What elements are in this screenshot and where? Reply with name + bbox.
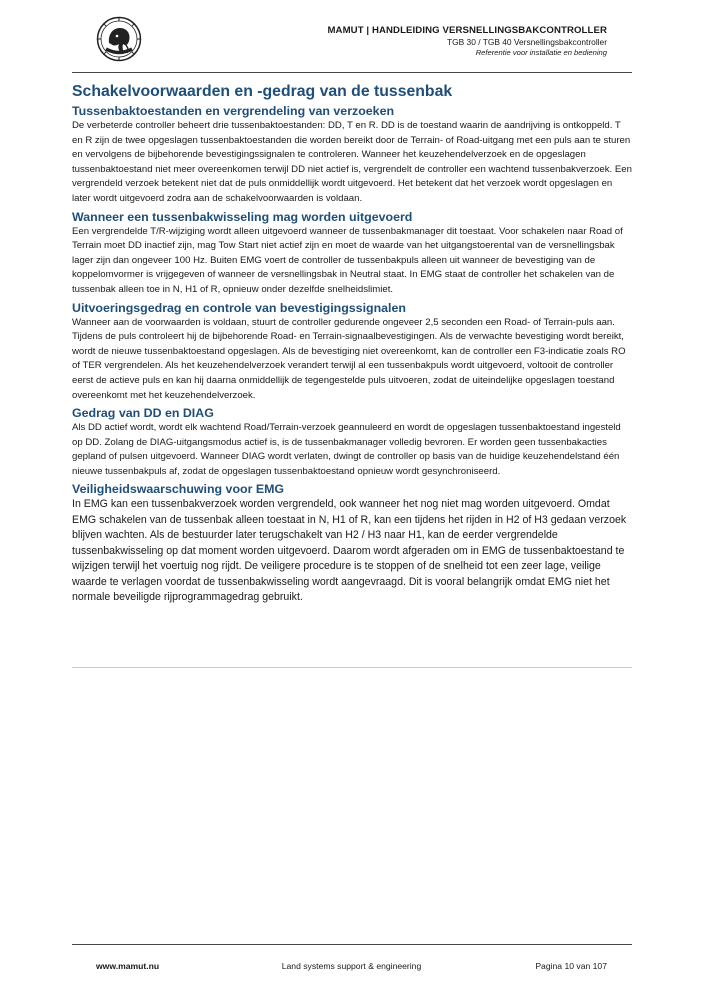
page-header — [327, 25, 607, 57]
section-paragraph: Als DD actief wordt, wordt elk wachtend Road/Terrain-verzoek geannuleerd en wordt de opgeslagen tussenbaktoestand ingesteld op DD. Zolang de DIAG-uitgangsmodus actief is, is de tussenbakmanager volledig bevroren. Er worden geen tussenbakacties gepland of pulsen uitgevoerd. Wanneer DIAG wordt verlaten, dwingt de controller op basis van de huidige keuzehendelstand één nieuwe tussenbakpuls af, zodat de opgeslagen tussenbaktoestand opnieuw wordt gesynchroniseerd. — [72, 422, 621, 477]
section-heading: Veiligheidswaarschuwing voor EMG — [72, 482, 285, 497]
section-paragraph: Wanneer aan de voorwaarden is voldaan, stuurt de controller gedurende ongeveer 2,5 seconden een Road- of Terrain-puls aan. Tijdens de puls controleert hij de bijbehorende Road- en Terrain-signaalbevestigingen. Als de verwachte bevestiging wordt bereikt, wordt de nieuwe tussenbaktoestand opgeslagen. Als de bevestiging niet overeenkomt, kan de controller een F3-indicatie zoals RO of TER vergrendelen. Als het keuzehendelverzoek verandert terwijl al een tussenbakpuls wordt uitgevoerd, voltooit de controller eerst de actieve puls en kan hij daarna onmiddellijk de tegengestelde puls uitvoeren, zodat de uiteindelijke opgeslagen toestand overeenkomt met het keuzehendelverzoek. — [72, 316, 626, 401]
page-title: Schakelvoorwaarden en -gedrag van de tussenbak — [72, 83, 453, 100]
header-title: MAMUT | HANDLEIDING VERSNELLINGSBAKCONTROLLER — [327, 25, 607, 36]
header-reference: Referentie voor installatie en bediening — [475, 48, 607, 57]
content-end-divider — [72, 667, 632, 668]
section-heading: Gedrag van DD en DIAG — [72, 406, 214, 421]
section-heading: Uitvoeringsgedrag en controle van bevestigingssignalen — [72, 300, 406, 315]
warning-paragraph: In EMG kan een tussenbakverzoek worden vergrendeld, ook wanneer het nog niet mag worden uitgevoerd. Omdat EMG schakelen van de tussenbak alleen toestaat in N, H1 of R, kan een tijdens het rijden in H2 of H3 gedaan verzoek blijven wachten. Als de bestuurder later terugschakelt van H2 / H3 naar H1, kan de eerder vergrendelde tussenbakwisseling op dat moment worden uitgevoerd. Daarom wordt afgeraden om in EMG de tussenbaktoestand te wijzigen terwijl het voertuig nog rijdt. De veiligere procedure is te stoppen of de snelheid tot een zeer lage, veilige waarde te verlagen voordat de tussenbakwisseling wordt aangevraagd. Dit is vooral belangrijk omdat EMG niet het normale beveiligde rijprogrammagedrag gebruikt. — [72, 498, 627, 604]
mamut-logo — [96, 16, 142, 62]
main-content — [72, 83, 632, 608]
footer-divider — [72, 944, 632, 945]
footer-page-number: Pagina 10 van 107 — [535, 961, 607, 971]
section-heading: Tussenbaktoestanden en vergrendeling van verzoeken — [72, 104, 395, 118]
section-heading: Wanneer een tussenbakwisseling mag worden uitgevoerd — [72, 209, 413, 224]
footer-website-link[interactable]: www.mamut.nu — [96, 961, 160, 971]
footer-tagline: Land systems support & engineering — [281, 961, 422, 971]
section-paragraph: De verbeterde controller beheert drie tussenbaktoestanden: DD, T en R. DD is de toestand waarin de aandrijving is ontkoppeld. T en R zijn de twee opgeslagen tussenbaktoestanden die worden bereikt door de Terrain- of Road-uitgang met een puls aan te sturen en vervolgens de bijbehorende bevestigingssignalen te controleren. Wanneer het keuzehendelverzoek en de opgeslagen tussenbaktoestand niet meer overeenkomen terwijl DD niet actief is, vergrendelt de controller een wachtend tussenbakverzoek. Een vergrendeld verzoek betekent niet dat de puls onmiddellijk wordt uitgevoerd. Het betekent dat het verzoek wordt opgeslagen en later wordt uitgevoerd zodra aan de schakelvoorwaarden is voldaan. — [72, 120, 632, 204]
section-paragraph: Een vergrendelde T/R-wijziging wordt alleen uitgevoerd wanneer de tussenbakmanager dit toestaat. Voor schakelen naar Road of Terrain moet DD inactief zijn, mag Tow Start niet actief zijn en moet de waarde van het uitgangstoerental van de versnellingsbak lager zijn dan ongeveer 100 Hz. Buiten EMG voert de controller de tussenbakpuls alleen uit wanneer de bevestiging van de koppelomvormer is vrijgegeven of wanneer de versnellingsbak in Neutral staat. In EMG staat de controller het schakelen van de tussenbak alleen toe in N, H1 of R, opnieuw onder dezelfde snelheidslimiet. — [72, 225, 623, 295]
header-subtitle: TGB 30 / TGB 40 Versnellingsbakcontroller — [447, 37, 607, 47]
header-divider — [72, 72, 632, 73]
